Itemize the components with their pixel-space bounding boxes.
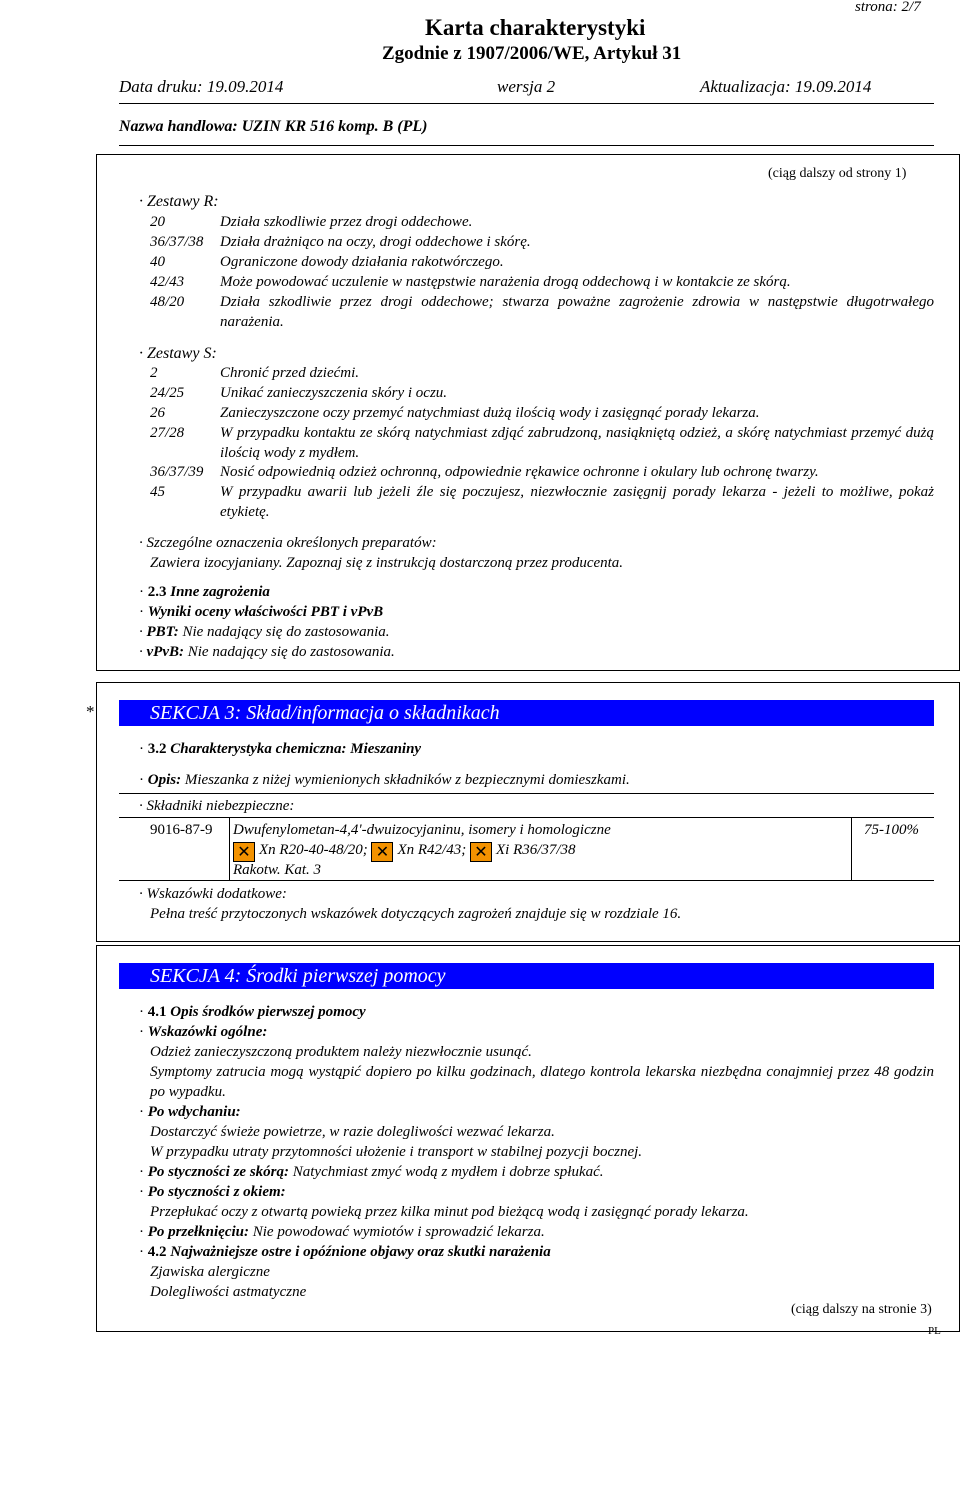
component-phrases — [233, 840, 576, 862]
symptom-1: Zjawiska alergiczne — [150, 1264, 270, 1280]
skin-text: Natychmiast zmyć wodą z mydłem i dobrze spłukać. — [289, 1164, 604, 1180]
eye-contact-text: Przepłukać oczy z otwartą powieką przez kilka minut pod bieżącą wodą i zasięgnąć porady lekarza. — [150, 1204, 749, 1220]
document-subtitle: Zgodnie z 1907/2006/WE, Artykuł 31 — [382, 43, 682, 64]
section3-subheading: · 3.2 Charakterystyka chemiczna: Mieszaniny — [139, 741, 422, 757]
irritant-x-icon: ✕ — [470, 842, 492, 862]
phrase-code: 26 — [150, 405, 165, 421]
pbt-text: Nie nadający się do zastosowania. — [178, 624, 390, 640]
other-hazards-heading: · 2.3 Inne zagrożenia — [139, 584, 270, 600]
special-labelling-text: Zawiera izocyjaniany. Zapoznaj się z instrukcją dostarczoną przez producenta. — [150, 555, 624, 571]
description-label: Opis: — [147, 772, 182, 788]
skin-contact: · Po styczności ze skórą: Natychmiast zmyć wodą z mydłem i dobrze spłukać. — [139, 1164, 604, 1180]
general-line-1: Odzież zanieczyszczoną produktem należy niezwłocznie usunąć. — [150, 1044, 532, 1060]
phrase-text: Ograniczone dowody działania rakotwórczego. — [220, 254, 504, 270]
inhalation-heading: · Po wdychaniu: — [139, 1104, 241, 1120]
phrase-code: 24/25 — [150, 385, 185, 401]
phrase-text: Zanieczyszczone oczy przemyć natychmiast dużą ilością wody i zasięgnąć porady lekarza. — [220, 405, 760, 421]
additional-info-heading: · Wskazówki dodatkowe: — [139, 886, 287, 902]
swallowing: · Po przełknięciu: Nie powodować wymiotów i sprowadzić lekarza. — [139, 1224, 545, 1240]
vpvb-text: Nie nadający się do zastosowania. — [183, 644, 395, 660]
phrase-code: 2 — [150, 365, 158, 381]
footer-language: PL — [928, 1325, 941, 1337]
harmful-x-icon: ✕ — [233, 842, 255, 862]
phrase-text: Działa drażniąco na oczy, drogi oddechowe i skórę. — [220, 234, 531, 250]
page-number: strona: 2/7 — [855, 0, 921, 15]
pbt-heading: · Wyniki oceny właściwości PBT i vPvB — [139, 604, 384, 620]
section3-sub-text: Charakterystyka chemiczna: Mieszaniny — [166, 741, 422, 757]
components-rule-mid — [119, 817, 934, 818]
component-name: Dwufenylometan-4,4'-dwuizocyjaninu, isomery i homologiczne — [233, 822, 611, 838]
pbt-heading-text: Wyniki oceny właściwości PBT i vPvB — [147, 604, 384, 620]
phrase-code: 27/28 — [150, 425, 185, 441]
section41-heading: · 4.1 Opis środków pierwszej pomocy — [139, 1004, 366, 1020]
section42-heading: · 4.2 Najważniejsze ostre i opóźnione objawy oraz skutki narażenia — [139, 1244, 551, 1260]
inhalation-heading-text: Po wdychaniu: — [147, 1104, 241, 1120]
section4-title: SEKCJA 4: Środki pierwszej pomocy — [119, 963, 934, 989]
phrase-code: 20 — [150, 214, 165, 230]
general-line-2: Symptomy zatrucia mogą wystąpić dopiero po kilku godzinach, dlatego kontrola lekarska niezbędna conajmniej przez 48 godzin po wypadku. — [150, 1064, 934, 1100]
revision-star: * — [86, 702, 95, 721]
table-column-divider-2 — [851, 817, 852, 880]
phrase-code: 36/37/39 — [150, 464, 204, 480]
additional-heading-text: Wskazówki dodatkowe: — [146, 886, 287, 902]
pbt-label: PBT: — [146, 624, 179, 640]
inhalation-line-2: W przypadku utraty przytomności ułożenie i transport w stabilnej pozycji bocznej. — [150, 1144, 643, 1160]
section41-num: 4.1 — [147, 1004, 167, 1020]
additional-info-text: Pełna treść przytoczonych wskazówek dotyczących zagrożeń znajduje się w rozdziale 16. — [150, 906, 682, 922]
phrase-code: 42/43 — [150, 274, 185, 290]
section42-text: Najważniejsze ostre i opóźnione objawy oraz skutki narażenia — [166, 1244, 551, 1260]
general-heading-text: Wskazówki ogólne: — [147, 1024, 268, 1040]
header-rule — [119, 103, 934, 104]
phrase-3: Xi R36/37/38 — [495, 842, 576, 858]
s-phrases-heading: · Zestawy S: — [139, 345, 217, 362]
trade-name: Nazwa handlowa: UZIN KR 516 komp. B (PL) — [119, 118, 428, 135]
components-rule-top — [119, 793, 934, 794]
phrase-text: W przypadku awarii lub jeżeli źle się poczujesz, niezwłocznie zasięgnij porady lekarza - jeżeli to możliwe, pokaż etykietę. — [220, 484, 934, 520]
general-heading: · Wskazówki ogólne: — [139, 1024, 268, 1040]
continued-to: (ciąg dalszy na stronie 3) — [791, 1302, 932, 1317]
section41-text: Opis środków pierwszej pomocy — [166, 1004, 366, 1020]
mixture-description: · Opis: Mieszanka z niżej wymienionych składników z bezpiecznymi domieszkami. — [139, 772, 630, 788]
document-title: Karta charakterystyki — [425, 15, 646, 40]
phrase-2: Xn R42/43; — [397, 842, 467, 858]
eye-heading-text: Po styczności z okiem: — [147, 1184, 286, 1200]
section3-sub-num: 3.2 — [147, 741, 167, 757]
version: wersja 2 — [497, 77, 556, 96]
other-hazards-title: Inne zagrożenia — [166, 584, 270, 600]
phrase-text: Nosić odpowiednią odzież ochronną, odpowiednie rękawice ochronne i okulary lub ochronę twarzy. — [220, 464, 819, 480]
dangerous-components-heading: · Składniki niebezpieczne: — [139, 798, 295, 814]
phrase-code: 36/37/38 — [150, 234, 204, 250]
symptom-2: Dolegliwości astmatyczne — [150, 1284, 307, 1300]
swallow-label: Po przełknięciu: — [147, 1224, 249, 1240]
component-carcinogen-category: Rakotw. Kat. 3 — [233, 862, 322, 878]
section42-num: 4.2 — [147, 1244, 167, 1260]
other-hazards-num: 2.3 — [147, 584, 167, 600]
phrase-text: Unikać zanieczyszczenia skóry i oczu. — [220, 385, 448, 401]
phrase-code: 40 — [150, 254, 165, 270]
skin-label: Po styczności ze skórą: — [147, 1164, 289, 1180]
vpvb-label: vPvB: — [146, 644, 184, 660]
section3-title: SEKCJA 3: Skład/informacja o składnikach — [119, 700, 934, 726]
inhalation-line-1: Dostarczyć świeże powietrze, w razie dolegliwości wezwać lekarza. — [150, 1124, 555, 1140]
special-labelling-heading: · Szczególne oznaczenia określonych preparatów: — [139, 535, 437, 551]
phrase-code: 48/20 — [150, 294, 185, 310]
phrase-text: W przypadku kontaktu ze skórą natychmiast zdjąć zabrudzoną, nasiąkniętą odzież, a skórę natychmiast przemyć dużą ilością wody z mydłem. — [220, 425, 934, 461]
swallow-text: Nie powodować wymiotów i sprowadzić lekarza. — [249, 1224, 545, 1240]
harmful-x-icon: ✕ — [371, 842, 393, 862]
vpvb-line: · vPvB: Nie nadający się do zastosowania. — [139, 644, 395, 660]
description-text: Mieszanka z niżej wymienionych składników z bezpiecznymi domieszkami. — [181, 772, 630, 788]
trade-name-rule — [119, 145, 934, 146]
print-date: Data druku: 19.09.2014 — [119, 77, 284, 96]
pbt-line: · PBT: Nie nadający się do zastosowania. — [139, 624, 390, 640]
update-date: Aktualizacja: 19.09.2014 — [700, 77, 872, 96]
component-cas: 9016-87-9 — [150, 822, 213, 838]
table-column-divider-1 — [229, 817, 230, 880]
eye-contact-heading: · Po styczności z okiem: — [139, 1184, 286, 1200]
phrase-text: Działa szkodliwie przez drogi oddechowe. — [220, 214, 473, 230]
components-rule-bottom — [119, 880, 934, 881]
continued-from: (ciąg dalszy od strony 1) — [768, 166, 907, 181]
dangerous-heading-text: Składniki niebezpieczne: — [146, 798, 295, 814]
component-percent: 75-100% — [864, 822, 919, 838]
r-phrases-heading: · Zestawy R: — [139, 193, 219, 210]
phrase-text: Działa szkodliwie przez drogi oddechowe; stwarza poważne zagrożenie zdrowia w następstwie długotrwałego narażenia. — [220, 294, 934, 330]
phrase-code: 45 — [150, 484, 165, 500]
phrase-text: Chronić przed dziećmi. — [220, 365, 360, 381]
phrase-text: Może powodować uczulenie w następstwie narażenia drogą oddechową i w kontakcie ze skórą. — [220, 274, 791, 290]
phrase-1: Xn R20-40-48/20; — [259, 842, 368, 858]
